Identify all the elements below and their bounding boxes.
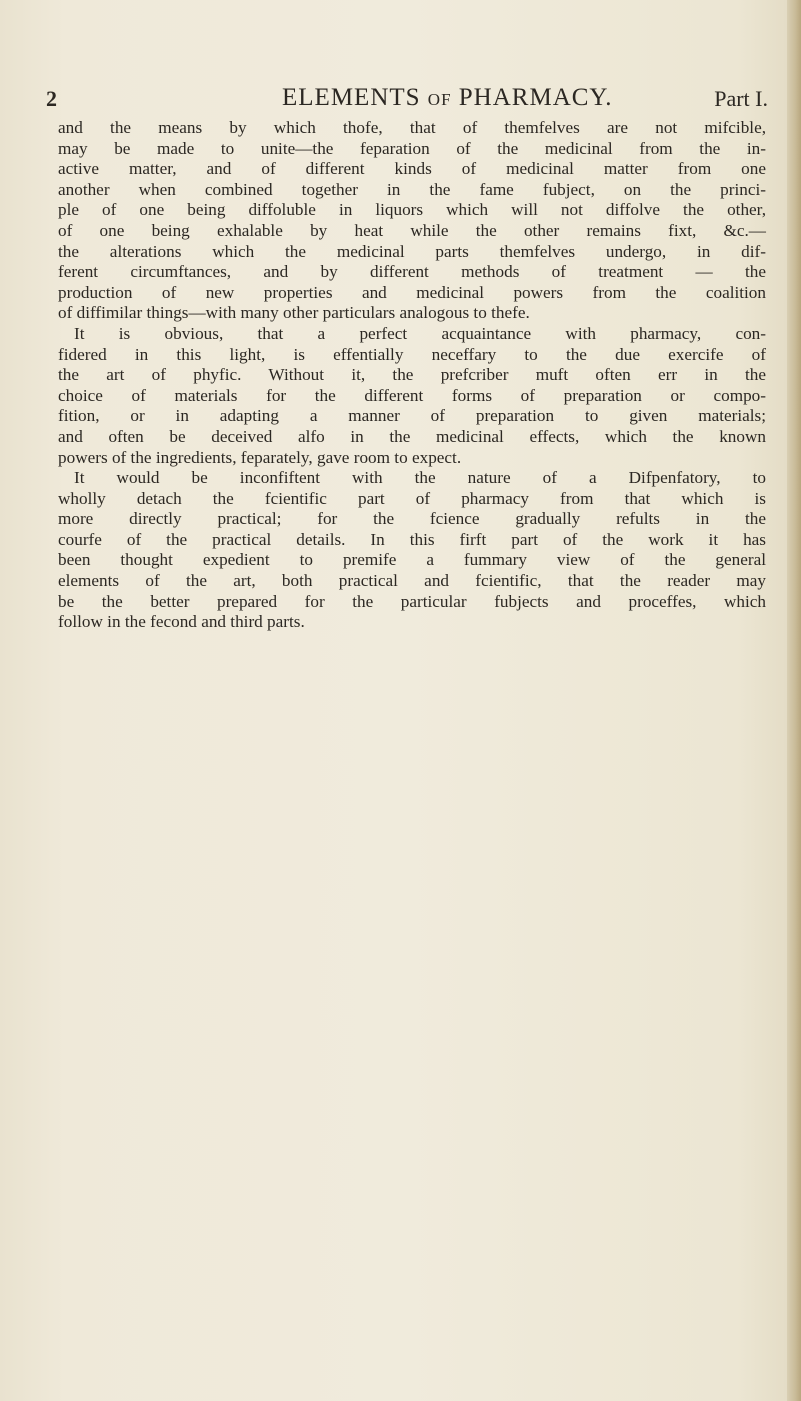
text-line: more directly practical; for the fcience gradually refults in the: [58, 509, 766, 529]
text-line: ferent circumftances, and by different methods of treatment — the: [58, 262, 766, 282]
text-line: ple of one being diffoluble in liquors which will not diffolve the other,: [58, 200, 766, 220]
text-line: It is obvious, that a perfect acquaintance with pharmacy, con-: [74, 323, 766, 343]
part-label: Part I.: [714, 86, 768, 111]
text-line: It would be inconfiftent with the nature of a Difpenfatory, to: [74, 468, 766, 488]
text-line: of one being exhalable by heat while the other remains fixt, &c.—: [58, 220, 766, 240]
body-text: [58, 118, 766, 633]
page-number: 2: [46, 86, 57, 111]
text-line: another when combined together in the fame fubject, on the princi-: [58, 179, 766, 199]
text-line: courfe of the practical details. In this firft part of the work it has: [58, 529, 766, 549]
text-line: the art of phyfic. Without it, the prefcriber muft often err in the: [58, 365, 766, 385]
text-line: wholly detach the fcientific part of pharmacy from that which is: [58, 488, 766, 508]
book-title-of: OF: [427, 90, 452, 109]
text-line: and the means by which thofe, that of themfelves are not mifcible,: [58, 118, 766, 137]
text-line: be the better prepared for the particular fubjects and proceffes, which: [58, 591, 766, 611]
text-line: the alterations which the medicinal parts themfelves undergo, in dif-: [58, 241, 766, 261]
text-line: may be made to unite—the feparation of the medicinal from the in-: [58, 138, 766, 158]
text-line: choice of materials for the different forms of preparation or compo-: [58, 385, 766, 405]
text-line: been thought expedient to premife a fummary view of the general: [58, 550, 766, 570]
running-head: [46, 84, 768, 114]
text-line: fition, or in adapting a manner of preparation to given materials;: [58, 406, 766, 426]
text-line: production of new properties and medicinal powers from the coalition: [58, 282, 766, 302]
book-title: [282, 84, 613, 112]
text-line: elements of the art, both practical and fcientific, that the reader may: [58, 571, 766, 591]
text-line: of diffimilar things—with many other particulars analogous to thefe.: [58, 303, 530, 323]
book-title-main: ELEMENTS: [282, 84, 421, 111]
book-title-end: PHARMACY.: [458, 84, 613, 111]
text-line: fidered in this light, is effentially neceffary to the due exercife of: [58, 344, 766, 364]
text-line: and often be deceived alfo in the medicinal effects, which the known: [58, 426, 766, 446]
text-line: active matter, and of different kinds of medicinal matter from one: [58, 159, 766, 179]
text-line: follow in the fecond and third parts.: [58, 612, 305, 632]
page-edge-shadow: [787, 0, 801, 1401]
text-line: powers of the ingredients, feparately, gave room to expect.: [58, 447, 462, 467]
